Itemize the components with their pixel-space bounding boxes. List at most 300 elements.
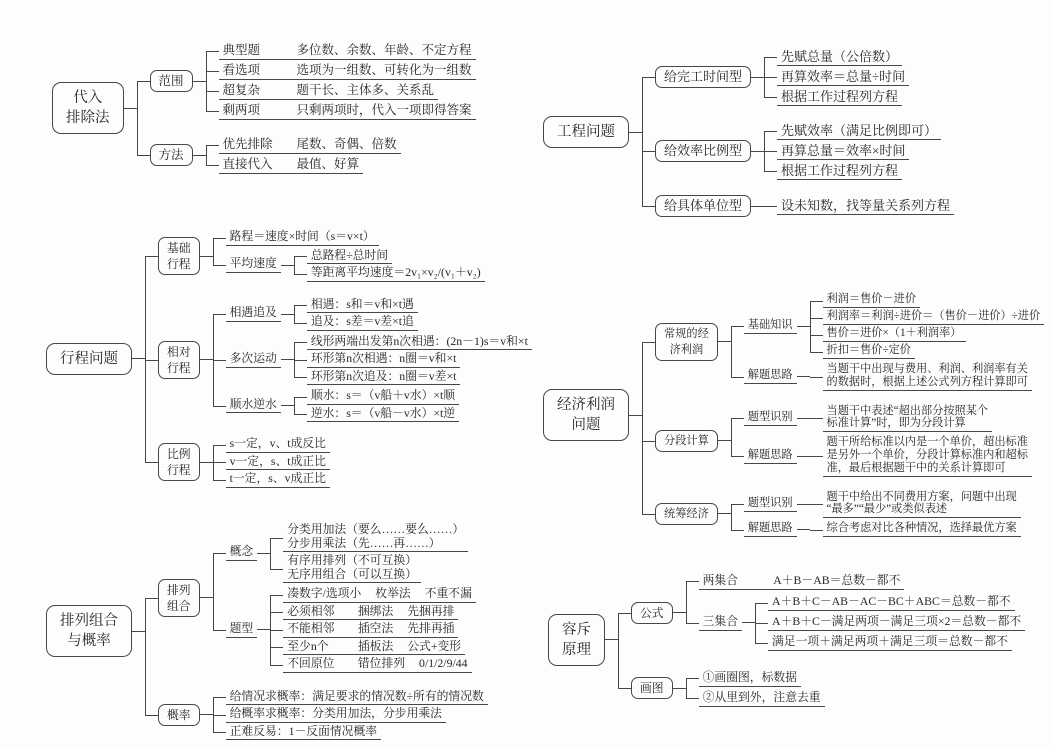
col-label: 不能相邻 (287, 622, 344, 636)
children-group (145, 223, 532, 495)
col-label: 看选项 (223, 63, 283, 78)
text-line: 经济利润 (557, 395, 615, 415)
children-group (810, 490, 1021, 520)
tree-node (655, 121, 954, 181)
tree-node (52, 34, 476, 182)
tree-node (823, 344, 1045, 359)
tree-node (307, 352, 532, 368)
child-wrap (642, 114, 954, 188)
col-text: A＋B－AB＝总数－都不 (773, 573, 900, 588)
tree-node (46, 223, 532, 495)
connector-stub (132, 631, 145, 632)
tree-node (655, 47, 954, 107)
tree-node (226, 248, 485, 283)
node-downstream-upstream: 顺水逆水 (226, 398, 281, 414)
child-wrap (810, 521, 1021, 538)
tree-node (307, 266, 485, 282)
map-economic-profit (543, 286, 1044, 544)
leaf-row: 再算总量＝效率×时间 (777, 143, 909, 160)
children-group (206, 41, 476, 121)
node-question-types: 题型 (226, 622, 258, 638)
child-wrap (294, 351, 532, 369)
child-wrap (145, 430, 532, 495)
leaf-row: 顺水：s＝（v船＋v水）×t顺 (307, 389, 459, 405)
children-group (731, 291, 1044, 393)
child-wrap (294, 369, 532, 387)
child-wrap (810, 404, 993, 434)
child-wrap (731, 403, 1032, 435)
children-group (810, 521, 1021, 538)
tree-node (226, 437, 330, 453)
child-wrap (618, 564, 1025, 661)
tree-node (219, 63, 476, 80)
root-engineering-problems: 工程问题 (543, 116, 629, 148)
text-line: 排除法 (66, 108, 110, 128)
tree-node (226, 297, 532, 332)
node-three-sets: 三集合 (699, 614, 742, 631)
tree-node (655, 291, 1044, 393)
leaf-row: 正难反易：1－反面情况概率 (226, 725, 381, 741)
root-substitution-elimination (52, 82, 124, 134)
tree-node (226, 472, 330, 488)
child-wrap (294, 388, 459, 406)
child-wrap (764, 141, 941, 161)
children-group (764, 121, 941, 181)
leaf-row (283, 523, 468, 552)
tree-node (219, 137, 401, 154)
tree-node (46, 514, 488, 748)
leaf-row: 先赋总量（公倍数） (777, 49, 902, 66)
tree-node (744, 362, 1044, 392)
branch-probability: 概率 (158, 704, 200, 726)
connector-stub (193, 155, 206, 156)
leaf-row (283, 640, 465, 656)
col-text: 0/1/2/9/44 (419, 657, 468, 671)
leaf-row (823, 436, 1032, 476)
child-wrap (810, 435, 1032, 477)
text-line: 问题 (557, 415, 615, 435)
connector-stub (281, 314, 294, 315)
child-wrap (213, 296, 532, 333)
tree-node (823, 310, 1045, 325)
text-line: 比例 (167, 446, 191, 462)
text-line: 的数据时，根据上述公式列方程计算即可 (827, 376, 1028, 389)
children-group (810, 292, 1045, 360)
child-wrap (213, 387, 532, 424)
text-line: 无序用组合（可以互换） (287, 568, 417, 582)
text-line: 当题干中出现与费用、利润、利润率有关 (827, 363, 1028, 376)
text-line: 标准计算”时，即为分段计算 (827, 417, 989, 430)
connector-stub (718, 341, 731, 342)
children-group (642, 286, 1044, 544)
connector-stub (718, 440, 731, 441)
root-inclusion-exclusion (548, 614, 605, 666)
tree-node (158, 521, 488, 675)
child-wrap (810, 309, 1045, 326)
text-line: 排列 (167, 582, 191, 598)
connector-stub (124, 108, 137, 109)
leaf-row: 利润＝售价－进价 (823, 293, 921, 308)
tree-node (548, 564, 1025, 715)
text-line: 题干所给标准以内是一个单价，超出标准 (827, 436, 1028, 449)
connector-stub (132, 358, 145, 359)
connector-stub (797, 456, 810, 457)
child-wrap (764, 87, 909, 107)
child-wrap (206, 155, 401, 175)
tree-node (158, 229, 532, 284)
branch-regular-profit (655, 323, 718, 361)
child-wrap (294, 314, 418, 332)
col-text: 只剩两项时，代入一项即得答案 (297, 103, 472, 118)
child-wrap (213, 689, 488, 707)
root-economic-profit (543, 389, 629, 441)
col-text: 不重不漏 (425, 587, 472, 601)
branch-basic-journey (158, 237, 200, 275)
tree-node (777, 143, 941, 160)
children-group (810, 362, 1032, 392)
child-wrap (755, 633, 1025, 653)
text-line: 代入 (66, 88, 110, 108)
text-line: 济利润 (664, 342, 709, 358)
node-solving-approach: 解题思路 (744, 369, 797, 384)
node-average-speed: 平均速度 (226, 257, 281, 273)
connector-stub (797, 326, 810, 327)
child-wrap (213, 436, 330, 454)
connector-stub (200, 462, 213, 463)
child-wrap (137, 34, 476, 128)
children-group (294, 334, 532, 387)
text-line: 相对 (167, 344, 191, 360)
child-wrap (731, 434, 1032, 478)
children-group (755, 593, 1025, 653)
leaf-row (219, 103, 476, 120)
connector-stub (797, 418, 810, 419)
col-text: 公式+变形 (407, 640, 461, 654)
leaf-row: s一定，v、t成反比 (226, 437, 330, 453)
tree-node (655, 403, 1044, 479)
leaf-row: 逆水：s＝（v船－v水）×t逆 (307, 407, 459, 423)
leaf-row: 等距离平均速度＝2v₁×v₂/(v₁＋v₂) (307, 266, 485, 282)
branch-segmented-calculation: 分段计算 (655, 430, 718, 452)
child-wrap (294, 406, 459, 424)
leaf-row (219, 137, 401, 154)
connector-stub (751, 77, 764, 78)
tree-node (307, 249, 485, 265)
tree-node (283, 605, 476, 621)
child-wrap (206, 101, 476, 121)
tree-node (283, 640, 476, 656)
branch-ratio-journey (158, 443, 200, 481)
child-wrap (642, 188, 954, 224)
col-label: 超复杂 (223, 83, 283, 98)
row-two-sets (699, 573, 905, 590)
tree-node (768, 634, 1025, 651)
text-line: 常规的经 (664, 326, 709, 342)
connector-stub (751, 151, 764, 152)
col-text: 选项为一组数、可转化为一组数 (297, 63, 472, 78)
children-group (294, 297, 418, 332)
child-wrap (686, 688, 825, 708)
text-line: 行程 (167, 462, 191, 478)
tree-node (543, 286, 1044, 544)
map-permutation-probability (46, 514, 488, 748)
leaf-row: 线形两端出发第n次相遇：(2n－1)s＝v和×t (307, 335, 532, 351)
tree-node (307, 315, 418, 331)
tree-node (699, 593, 1026, 653)
leaf-row (283, 605, 458, 621)
child-wrap (213, 724, 488, 742)
connector-stub (200, 597, 213, 598)
tree-node (631, 571, 1025, 654)
child-wrap (145, 290, 532, 431)
connector-stub (629, 132, 642, 133)
leaf-row: 路程＝速度×时间（s＝v×t） (226, 230, 379, 246)
leaf-row (283, 657, 471, 673)
tree-node (219, 103, 476, 120)
children-group (810, 435, 1032, 477)
child-wrap (731, 520, 1021, 539)
branch-relative-journey (158, 341, 200, 379)
child-wrap (618, 661, 1025, 715)
child-wrap (764, 47, 909, 67)
tree-node (226, 725, 488, 741)
leaf-row (283, 587, 476, 603)
tree-node (699, 573, 1026, 590)
children-group (618, 564, 1025, 715)
child-wrap (686, 668, 825, 688)
child-wrap (270, 639, 476, 657)
children-group (213, 229, 485, 284)
tree-node (777, 198, 954, 215)
tree-node (823, 436, 1032, 476)
children-group (213, 436, 330, 489)
branch-overall-planning: 统筹经济 (655, 503, 718, 525)
tree-node (150, 135, 476, 175)
text-line: 分步用乘法（先……再……） (287, 537, 464, 551)
tree-node (777, 123, 941, 140)
node-solving-approach: 解题思路 (744, 449, 797, 464)
tree-node (283, 587, 476, 603)
connector-stub (673, 612, 686, 613)
child-wrap (270, 586, 476, 604)
col-text: 枚举法 (375, 587, 410, 601)
child-wrap (764, 67, 909, 87)
leaf-row: 折扣＝售价÷定价 (823, 344, 915, 359)
leaf-row (219, 63, 476, 80)
tree-node (823, 327, 1045, 342)
col-text: 尾数、奇偶、倍数 (297, 137, 397, 152)
child-wrap (755, 593, 1025, 613)
text-line: 有序用排列（不可互换） (287, 554, 417, 568)
children-group (145, 514, 488, 748)
tree-node (150, 41, 476, 121)
branch-formula: 公式 (631, 602, 673, 624)
tree-node (823, 363, 1032, 391)
col-label: 两集合 (703, 573, 760, 588)
connector-stub (257, 553, 270, 554)
tree-node (219, 43, 476, 60)
leaf-row: 设未知数，找等量关系列方程 (777, 198, 954, 215)
child-wrap (137, 128, 476, 182)
tree-node (283, 554, 468, 583)
child-wrap (213, 585, 476, 675)
children-group (213, 521, 476, 675)
tree-node (158, 689, 488, 742)
tree-node (777, 69, 909, 86)
children-group (731, 403, 1032, 479)
map-inclusion-exclusion (548, 564, 1025, 715)
root-journey-problems: 行程问题 (46, 343, 132, 375)
tree-node (283, 523, 468, 552)
leaf-row: 环形第n次相遇：n圈＝v和×t (307, 352, 461, 368)
leaf-row: 满足一项＋满足两项＋满足三项＝总数－都不 (768, 634, 1012, 651)
branch-scope: 范围 (150, 70, 193, 92)
leaf-row (219, 157, 364, 174)
children-group (206, 135, 401, 175)
connector-stub (257, 629, 270, 630)
tree-node (226, 230, 485, 246)
child-wrap (642, 286, 1044, 398)
child-wrap (145, 223, 532, 290)
branch-permutation-combination (158, 579, 200, 617)
connector-stub (673, 688, 686, 689)
child-wrap (206, 61, 476, 81)
child-wrap (810, 362, 1032, 392)
child-wrap (213, 333, 532, 388)
col-text: 错位排列 (358, 657, 405, 671)
tree-node (699, 690, 825, 707)
leaf-row (219, 43, 476, 60)
tree-node (226, 455, 330, 471)
connector-stub (200, 714, 213, 715)
leaf-row: 总路程÷总时间 (307, 249, 392, 265)
tree-node (823, 293, 1045, 308)
leaf-row: v一定，s、t成正比 (226, 455, 330, 471)
child-wrap (213, 471, 330, 489)
children-group (213, 689, 488, 742)
child-wrap (270, 656, 476, 674)
tree-node (823, 522, 1021, 537)
children-group (213, 296, 532, 425)
child-wrap (270, 604, 476, 622)
tree-node (283, 622, 476, 638)
tree-node (823, 405, 993, 433)
root-permutation-probability (46, 605, 132, 657)
node-concepts: 概念 (226, 545, 258, 561)
child-wrap (764, 196, 954, 216)
child-wrap (731, 361, 1044, 393)
leaf-row: ②从里到外，注意去重 (699, 690, 825, 707)
col-text: 最值、好算 (297, 157, 360, 172)
col-text: 先捆再排 (407, 605, 454, 619)
tree-node (823, 491, 1021, 519)
child-wrap (755, 613, 1025, 633)
leaf-row: 追及：s差＝v差×t追 (307, 315, 418, 331)
connector-stub (797, 504, 810, 505)
child-wrap (642, 398, 1044, 484)
tree-node (307, 389, 459, 405)
branch-completion-time-type: 给完工时间型 (655, 66, 751, 88)
child-wrap (686, 571, 1026, 591)
leaf-row (823, 363, 1032, 391)
child-wrap (213, 229, 485, 247)
col-label: 直接代入 (223, 157, 283, 172)
col-text: 插空法 (358, 622, 393, 636)
child-wrap (810, 490, 1021, 520)
child-wrap (731, 489, 1021, 521)
leaf-row: 给情况求概率：满足要求的情况数÷所有的情况数 (226, 690, 488, 706)
text-line: 原理 (562, 640, 591, 660)
child-wrap (642, 484, 1044, 545)
connector-stub (200, 359, 213, 360)
col-text: 插板法 (358, 640, 393, 654)
leaf-row: 根据工作过程列方程 (777, 89, 902, 106)
leaf-row: 利润率＝利润÷进价＝（售价－进价）÷进价 (823, 310, 1045, 325)
connector-stub (605, 639, 618, 640)
col-label: 剩两项 (223, 103, 283, 118)
leaf-row (283, 554, 421, 583)
child-wrap (270, 621, 476, 639)
text-line: 准，最后根据题干中的关系计算即可 (827, 462, 1028, 475)
col-label: 凑数字/选项小 (287, 587, 361, 601)
children-group (642, 40, 954, 224)
leaf-row: 售价＝进价×（1＋利润率） (823, 327, 966, 342)
connector-stub (629, 415, 642, 416)
connector-stub (797, 376, 810, 377)
child-wrap (294, 265, 485, 283)
tree-node (226, 522, 476, 584)
tree-node (226, 707, 488, 723)
tree-node (158, 436, 532, 489)
branch-drawing: 画图 (631, 677, 673, 699)
node-meet-chase: 相遇追及 (226, 306, 281, 322)
tree-node (699, 670, 825, 687)
leaf-row: t一定，s、v成正比 (226, 472, 330, 488)
child-wrap (145, 682, 488, 748)
text-line: 分类用加法（要么……要么……） (287, 523, 464, 537)
child-wrap (731, 291, 1044, 361)
tree-node (226, 586, 476, 674)
child-wrap (686, 591, 1026, 654)
tree-node (744, 490, 1021, 520)
tree-node (655, 195, 954, 217)
connector-stub (281, 405, 294, 406)
node-type-recognition: 题型识别 (744, 411, 797, 426)
connector-stub (797, 529, 810, 530)
tree-node (768, 614, 1025, 631)
text-line: 基础 (167, 240, 191, 256)
text-line: 容斥 (562, 620, 591, 640)
col-text: 先排再插 (407, 622, 454, 636)
child-wrap (213, 454, 330, 472)
leaf-row (219, 83, 439, 100)
tree-node (219, 83, 476, 100)
tree-node (744, 521, 1021, 538)
connector-stub (193, 81, 206, 82)
col-label: 典型题 (223, 43, 283, 58)
tree-node (768, 594, 1025, 611)
child-wrap (810, 292, 1045, 309)
child-wrap (294, 248, 485, 266)
leaf-row: 给概率求概率：分类用加法，分步用乘法 (226, 707, 446, 723)
leaf-row: 先赋效率（满足比例即可） (777, 123, 941, 140)
child-wrap (810, 343, 1045, 360)
child-wrap (213, 706, 488, 724)
tree-node (543, 40, 954, 224)
child-wrap (294, 334, 532, 352)
tree-node (226, 690, 488, 706)
tree-node (219, 157, 401, 174)
